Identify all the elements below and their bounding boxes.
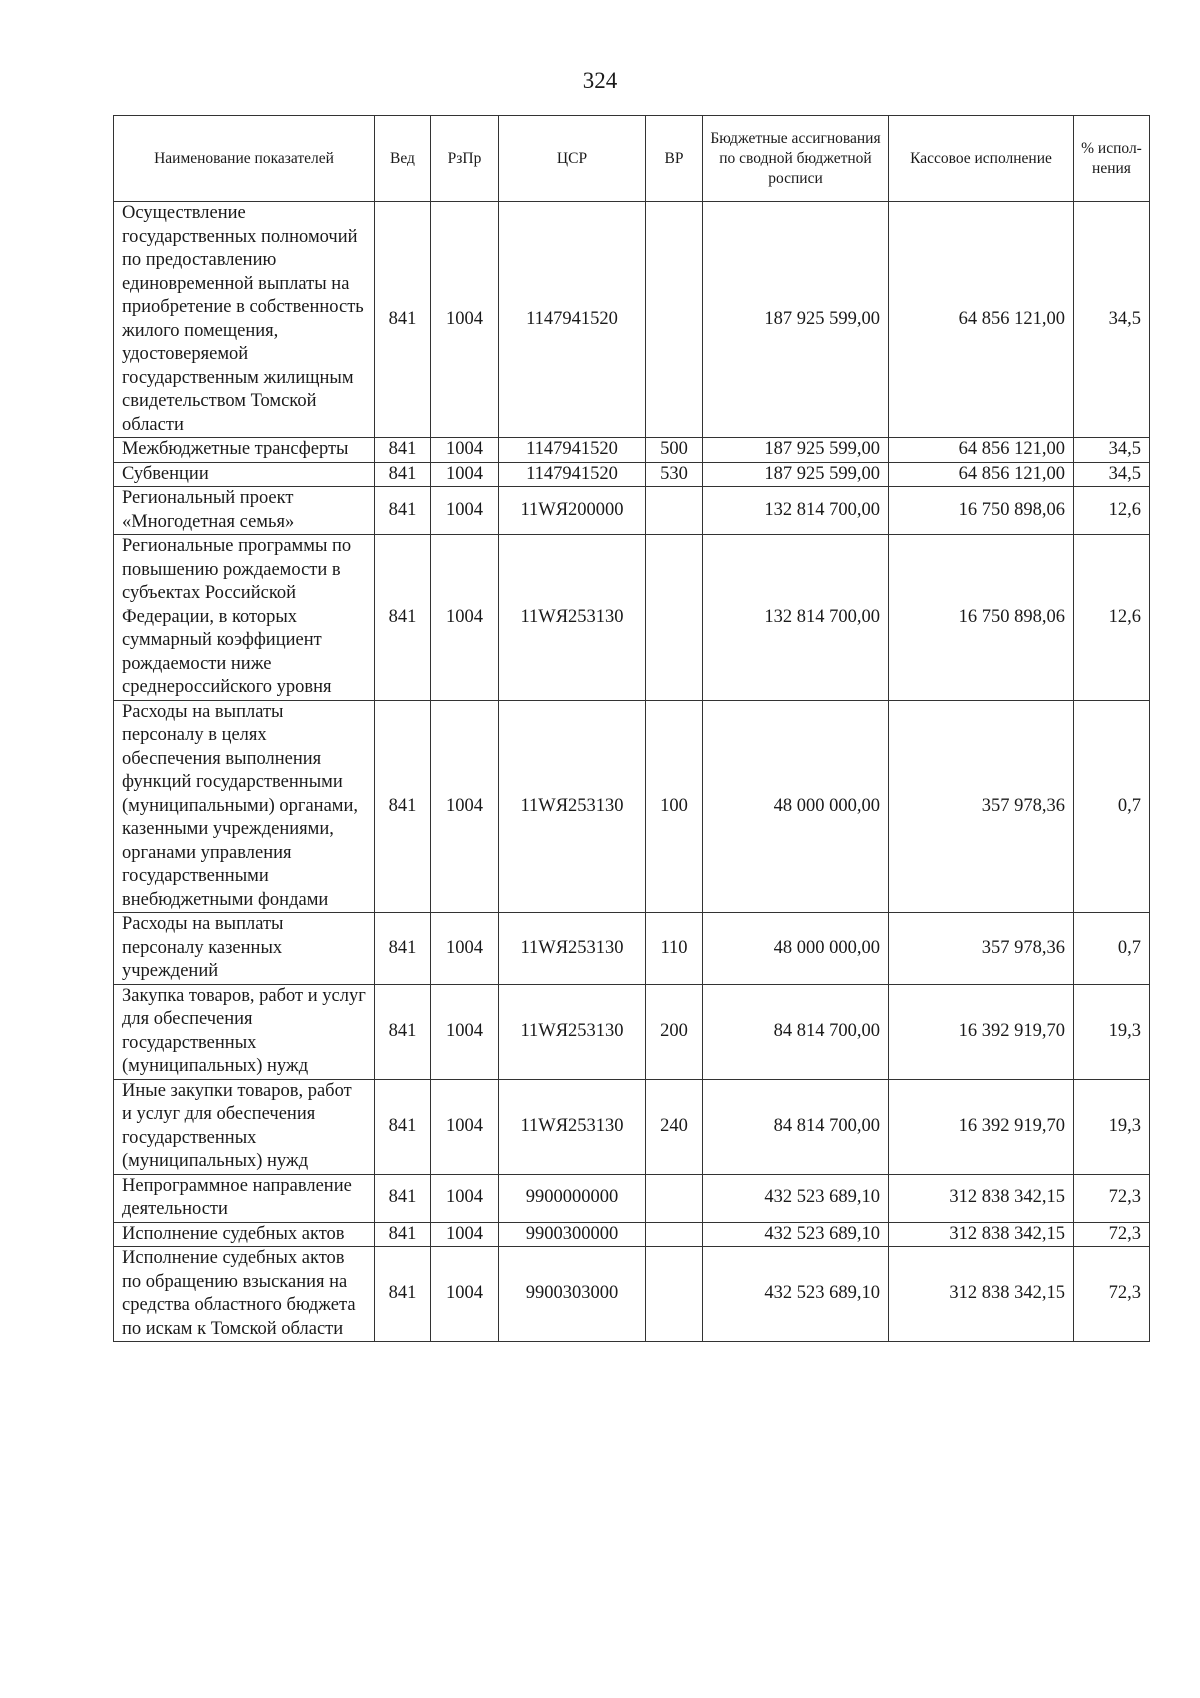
table-row <box>114 1174 1150 1222</box>
row-percent: 12,6 <box>1074 535 1150 701</box>
row-cash-execution: 16 750 898,06 <box>889 535 1074 701</box>
row-percent: 34,5 <box>1074 462 1150 487</box>
header-rzpr: РзПр <box>431 116 499 202</box>
header-percent: % испол-нения <box>1074 116 1150 202</box>
row-csr: 11WЯ253130 <box>499 913 646 985</box>
table-row <box>114 1079 1150 1174</box>
row-assignments: 48 000 000,00 <box>703 913 889 985</box>
row-name: Исполнение судебных актов <box>114 1222 375 1247</box>
row-cash-execution: 312 838 342,15 <box>889 1222 1074 1247</box>
row-assignments: 187 925 599,00 <box>703 202 889 438</box>
row-cash-execution: 16 750 898,06 <box>889 487 1074 535</box>
row-name: Непрограммное направление деятельности <box>114 1174 375 1222</box>
row-percent: 34,5 <box>1074 438 1150 463</box>
row-percent: 72,3 <box>1074 1174 1150 1222</box>
row-csr: 9900000000 <box>499 1174 646 1222</box>
row-percent: 72,3 <box>1074 1222 1150 1247</box>
header-cash-execution: Кассовое исполнение <box>889 116 1074 202</box>
row-vr <box>646 535 703 701</box>
row-vr <box>646 1247 703 1342</box>
row-ved: 841 <box>375 487 431 535</box>
row-ved: 841 <box>375 1247 431 1342</box>
row-rzpr: 1004 <box>431 1247 499 1342</box>
row-name: Региональный проект «Многодетная семья» <box>114 487 375 535</box>
table-row <box>114 202 1150 438</box>
header-vr: ВР <box>646 116 703 202</box>
row-percent: 19,3 <box>1074 984 1150 1079</box>
row-percent: 72,3 <box>1074 1247 1150 1342</box>
row-rzpr: 1004 <box>431 202 499 438</box>
row-csr: 9900303000 <box>499 1247 646 1342</box>
row-rzpr: 1004 <box>431 1222 499 1247</box>
row-rzpr: 1004 <box>431 487 499 535</box>
row-ved: 841 <box>375 984 431 1079</box>
row-assignments: 432 523 689,10 <box>703 1222 889 1247</box>
header-ved: Вед <box>375 116 431 202</box>
row-rzpr: 1004 <box>431 535 499 701</box>
table-row <box>114 913 1150 985</box>
row-name: Расходы на выплаты персоналу в целях обеспечения выполнения функций государственными (муниципальными) органами, казенными учреждениями, органами управления государственными внебюджетными фондами <box>114 700 375 913</box>
table-row <box>114 700 1150 913</box>
row-vr <box>646 1174 703 1222</box>
table-row <box>114 984 1150 1079</box>
row-vr: 530 <box>646 462 703 487</box>
row-ved: 841 <box>375 1079 431 1174</box>
table-row <box>114 438 1150 463</box>
row-vr <box>646 202 703 438</box>
row-name: Осуществление государственных полномочий по предоставлению единовременной выплаты на приобретение в собственность жилого помещения, удостоверяемой государственным жилищным свидетельством Томской области <box>114 202 375 438</box>
row-csr: 11WЯ253130 <box>499 700 646 913</box>
row-name: Субвенции <box>114 462 375 487</box>
row-cash-execution: 312 838 342,15 <box>889 1174 1074 1222</box>
row-cash-execution: 357 978,36 <box>889 700 1074 913</box>
row-csr: 1147941520 <box>499 202 646 438</box>
row-csr: 1147941520 <box>499 438 646 463</box>
row-cash-execution: 357 978,36 <box>889 913 1074 985</box>
row-ved: 841 <box>375 202 431 438</box>
header-assignments: Бюджетные ассигнования по сводной бюджетной росписи <box>703 116 889 202</box>
row-cash-execution: 16 392 919,70 <box>889 984 1074 1079</box>
row-vr <box>646 1222 703 1247</box>
row-percent: 0,7 <box>1074 700 1150 913</box>
row-name: Исполнение судебных актов по обращению взыскания на средства областного бюджета по искам к Томской области <box>114 1247 375 1342</box>
row-assignments: 132 814 700,00 <box>703 487 889 535</box>
table-row <box>114 1247 1150 1342</box>
row-vr: 240 <box>646 1079 703 1174</box>
row-percent: 0,7 <box>1074 913 1150 985</box>
row-vr: 500 <box>646 438 703 463</box>
row-cash-execution: 64 856 121,00 <box>889 462 1074 487</box>
row-csr: 11WЯ253130 <box>499 984 646 1079</box>
row-ved: 841 <box>375 700 431 913</box>
table-header-row <box>114 116 1150 202</box>
row-csr: 9900300000 <box>499 1222 646 1247</box>
row-csr: 11WЯ253130 <box>499 535 646 701</box>
row-csr: 11WЯ253130 <box>499 1079 646 1174</box>
row-percent: 34,5 <box>1074 202 1150 438</box>
row-vr <box>646 487 703 535</box>
row-ved: 841 <box>375 1222 431 1247</box>
row-ved: 841 <box>375 1174 431 1222</box>
table-row <box>114 535 1150 701</box>
table-row <box>114 462 1150 487</box>
row-rzpr: 1004 <box>431 462 499 487</box>
row-cash-execution: 64 856 121,00 <box>889 438 1074 463</box>
row-cash-execution: 312 838 342,15 <box>889 1247 1074 1342</box>
row-csr: 1147941520 <box>499 462 646 487</box>
row-name: Иные закупки товаров, работ и услуг для обеспечения государственных (муниципальных) нужд <box>114 1079 375 1174</box>
table-row <box>114 487 1150 535</box>
row-name: Расходы на выплаты персоналу казенных учреждений <box>114 913 375 985</box>
row-percent: 19,3 <box>1074 1079 1150 1174</box>
row-ved: 841 <box>375 462 431 487</box>
row-csr: 11WЯ200000 <box>499 487 646 535</box>
row-rzpr: 1004 <box>431 913 499 985</box>
row-rzpr: 1004 <box>431 984 499 1079</box>
table-row <box>114 1222 1150 1247</box>
budget-table <box>113 115 1150 1342</box>
row-rzpr: 1004 <box>431 438 499 463</box>
header-name: Наименование показателей <box>114 116 375 202</box>
row-percent: 12,6 <box>1074 487 1150 535</box>
row-name: Региональные программы по повышению рождаемости в субъектах Российской Федерации, в которых суммарный коэффициент рождаемости ниже среднероссийского уровня <box>114 535 375 701</box>
header-csr: ЦСР <box>499 116 646 202</box>
row-assignments: 132 814 700,00 <box>703 535 889 701</box>
row-rzpr: 1004 <box>431 1174 499 1222</box>
row-cash-execution: 16 392 919,70 <box>889 1079 1074 1174</box>
row-rzpr: 1004 <box>431 1079 499 1174</box>
page-number: 324 <box>582 68 618 93</box>
row-assignments: 187 925 599,00 <box>703 462 889 487</box>
row-assignments: 187 925 599,00 <box>703 438 889 463</box>
row-vr: 200 <box>646 984 703 1079</box>
row-assignments: 432 523 689,10 <box>703 1247 889 1342</box>
row-assignments: 48 000 000,00 <box>703 700 889 913</box>
row-assignments: 84 814 700,00 <box>703 984 889 1079</box>
row-name: Закупка товаров, работ и услуг для обеспечения государственных (муниципальных) нужд <box>114 984 375 1079</box>
row-name: Межбюджетные трансферты <box>114 438 375 463</box>
row-assignments: 84 814 700,00 <box>703 1079 889 1174</box>
row-rzpr: 1004 <box>431 700 499 913</box>
row-cash-execution: 64 856 121,00 <box>889 202 1074 438</box>
row-vr: 110 <box>646 913 703 985</box>
row-ved: 841 <box>375 913 431 985</box>
row-ved: 841 <box>375 438 431 463</box>
row-ved: 841 <box>375 535 431 701</box>
row-vr: 100 <box>646 700 703 913</box>
row-assignments: 432 523 689,10 <box>703 1174 889 1222</box>
